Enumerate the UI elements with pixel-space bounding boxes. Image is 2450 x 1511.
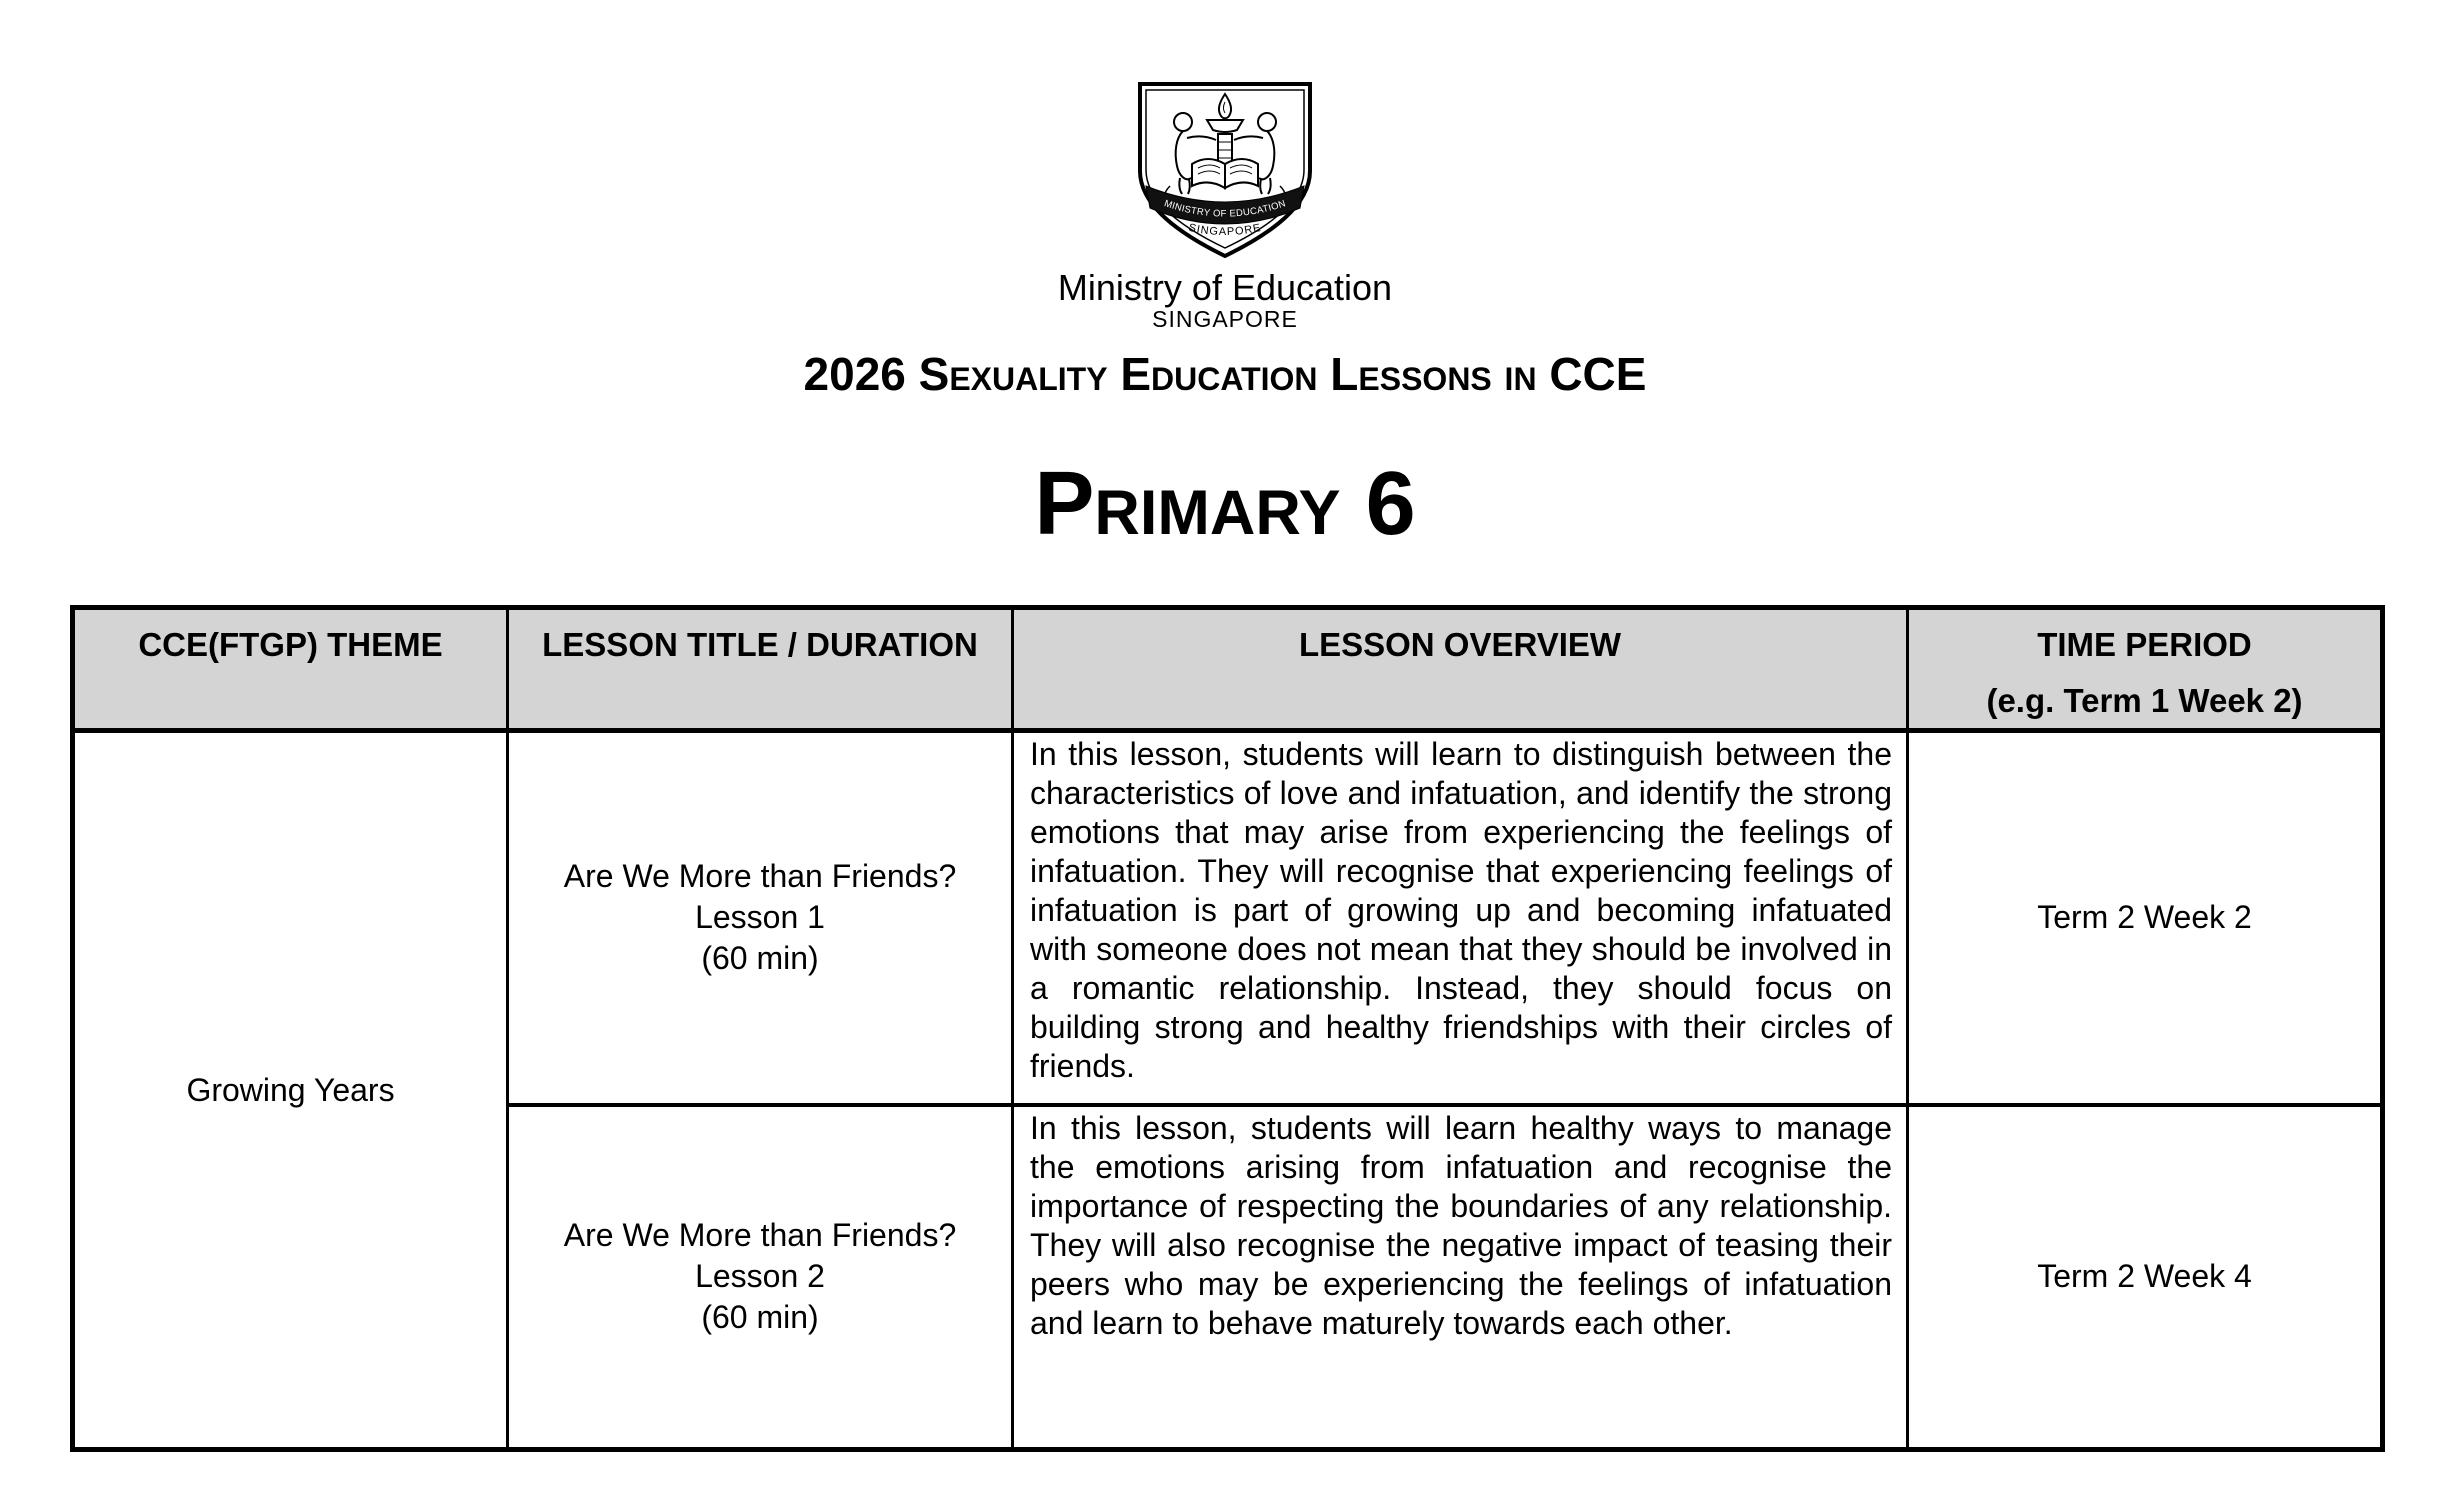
shield-crest-icon [1130, 76, 1320, 262]
header-title-duration [508, 608, 1013, 731]
level-title: Primary 6 [1034, 454, 1416, 554]
header-theme-label: CCE(FTGP) THEME [138, 626, 443, 663]
lesson-2-time-period-cell: Term 2 Week 4 [1908, 1105, 2383, 1450]
header-overview-label: LESSON OVERVIEW [1298, 626, 1622, 663]
lessons-table [70, 605, 2385, 1452]
header-title-duration-label: LESSON TITLE / DURATION [542, 626, 978, 663]
lesson-1-title: Are We More than Friends? [563, 858, 957, 895]
lesson-1-duration: (60 min) [701, 940, 819, 977]
lesson-2-overview-cell: In this lesson, students will learn healthy ways to manage the emotions arising from infatuation and recognise the importance of respecting the boundaries of any relationship. They will also recognise the negative impact of teasing their peers who may be experiencing the feelings of infatuation and learn to behave maturely towards each other. [1013, 1105, 1908, 1450]
theme-cell [73, 731, 508, 1450]
lesson-2-duration: (60 min) [701, 1299, 819, 1336]
header-time-period [1908, 608, 2383, 731]
header-overview [1013, 608, 1908, 731]
table-header-row [73, 608, 2383, 731]
crest-singapore-text: SINGAPORE [1187, 221, 1263, 239]
lesson-1-title-cell [508, 731, 1013, 1105]
lesson-1-overview-cell: In this lesson, students will learn to distinguish between the characteristics of love and infatuation, and identify the strong emotions that may arise from experiencing the feelings of infatuation. They will recognise that experiencing feelings of infatuation is part of growing up and becoming infatuated with someone does not mean that they should be involved in a romantic relationship. Instead, they should focus on building strong and healthy friendships with their circles of friends. [1013, 731, 1908, 1105]
lesson-2-title-cell [508, 1105, 1013, 1450]
open-book-icon [1192, 159, 1258, 188]
org-name: Ministry of Education [1057, 267, 1393, 308]
header-theme [73, 608, 508, 731]
lesson-1-time-period-cell: Term 2 Week 2 [1908, 731, 2383, 1105]
crest-banner-text: MINISTRY OF EDUCATION [1162, 198, 1288, 220]
header-time-period-label: TIME PERIOD [2037, 626, 2252, 663]
document-title: 2026 Sexuality Education Lessons in CCE [803, 348, 1647, 400]
lesson-2-title: Are We More than Friends? [563, 1217, 957, 1254]
theme-label: Growing Years [186, 1071, 395, 1108]
header-time-period-note: (e.g. Term 1 Week 2) [1986, 682, 2303, 719]
org-subtitle: SINGAPORE [1152, 306, 1298, 332]
moe-crest-logo [1130, 76, 1320, 262]
table-row-lesson-1 [73, 731, 2383, 1105]
lesson-2-number: Lesson 2 [695, 1258, 825, 1295]
lesson-1-number: Lesson 1 [695, 899, 825, 936]
